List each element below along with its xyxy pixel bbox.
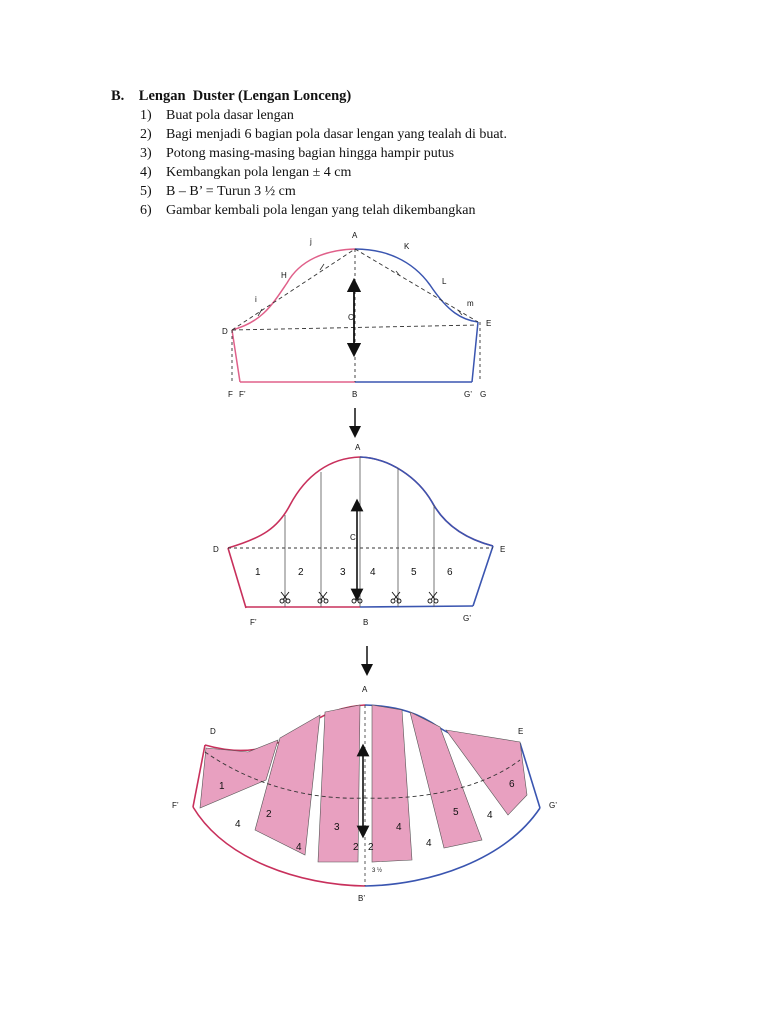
- step-number: 3): [140, 146, 152, 161]
- label-g-prime: G’: [464, 390, 472, 399]
- segment-number: 1: [255, 567, 261, 578]
- panel-number: 4: [396, 822, 402, 833]
- figure-spread-sleeve: [172, 685, 557, 903]
- gap-number: 4: [235, 819, 241, 830]
- label-c: C: [350, 533, 356, 542]
- gap-number: 4: [296, 842, 302, 853]
- label-g-prime: G’: [463, 614, 471, 623]
- segment-number: 4: [370, 567, 376, 578]
- label-g: G: [480, 390, 487, 399]
- panel-number: 2: [266, 809, 272, 820]
- label-drop: 3 ½: [372, 868, 383, 874]
- step-text: Gambar kembali pola lengan yang telah dikembangkan: [166, 203, 476, 218]
- gap-number: 4: [426, 838, 432, 849]
- label-e: E: [518, 727, 524, 736]
- panel-number: 3: [334, 822, 340, 833]
- label-b: B: [363, 618, 369, 627]
- label-e: E: [500, 545, 506, 554]
- panel-number: 1: [219, 781, 225, 792]
- label-a: A: [362, 685, 368, 694]
- step-number: 6): [140, 203, 152, 218]
- label-f-prime: F’: [250, 618, 257, 627]
- label-d: D: [222, 327, 228, 336]
- segment-number: 6: [447, 567, 453, 578]
- label-e: E: [486, 319, 492, 328]
- step-number: 4): [140, 165, 152, 180]
- label-h: H: [281, 271, 287, 280]
- step-text: Kembangkan pola lengan ± 4 cm: [166, 165, 352, 180]
- label-i: i: [255, 295, 257, 304]
- label-g-prime: G’: [549, 801, 557, 810]
- segment-number: 3: [340, 567, 346, 578]
- step-number: 5): [140, 184, 152, 199]
- label-k: K: [404, 242, 410, 251]
- figure-divided-sleeve: [213, 443, 505, 627]
- label-b: B: [352, 390, 358, 399]
- label-m: m: [467, 299, 474, 308]
- label-a: A: [352, 231, 358, 240]
- label-d: D: [213, 545, 219, 554]
- label-a: A: [355, 443, 361, 452]
- label-f-prime: F’: [172, 801, 179, 810]
- gap-number: 4: [487, 810, 493, 821]
- section-heading: B. Lengan Duster (Lengan Lonceng): [111, 88, 352, 104]
- label-f: F: [228, 390, 233, 399]
- gap-number: 2: [353, 842, 359, 853]
- step-number: 2): [140, 127, 152, 142]
- figure-basic-sleeve: [222, 231, 491, 399]
- gap-number: 2: [368, 842, 374, 853]
- step-text: Buat pola dasar lengan: [166, 108, 294, 123]
- step-text: Potong masing-masing bagian hingga hampir putus: [166, 146, 455, 161]
- label-f-prime: F’: [239, 390, 246, 399]
- step-text: Bagi menjadi 6 bagian pola dasar lengan yang tealah di buat.: [166, 127, 507, 142]
- segment-number: 5: [411, 567, 417, 578]
- label-b-prime: B’: [358, 894, 366, 903]
- label-d: D: [210, 727, 216, 736]
- panel-number: 5: [453, 807, 459, 818]
- segment-number: 2: [298, 567, 304, 578]
- label-j: j: [310, 237, 312, 246]
- step-number: 1): [140, 108, 152, 123]
- label-l: L: [442, 277, 447, 286]
- step-text: B – B’ = Turun 3 ½ cm: [166, 184, 296, 199]
- label-c: C: [348, 313, 354, 322]
- panel-number: 6: [509, 779, 515, 790]
